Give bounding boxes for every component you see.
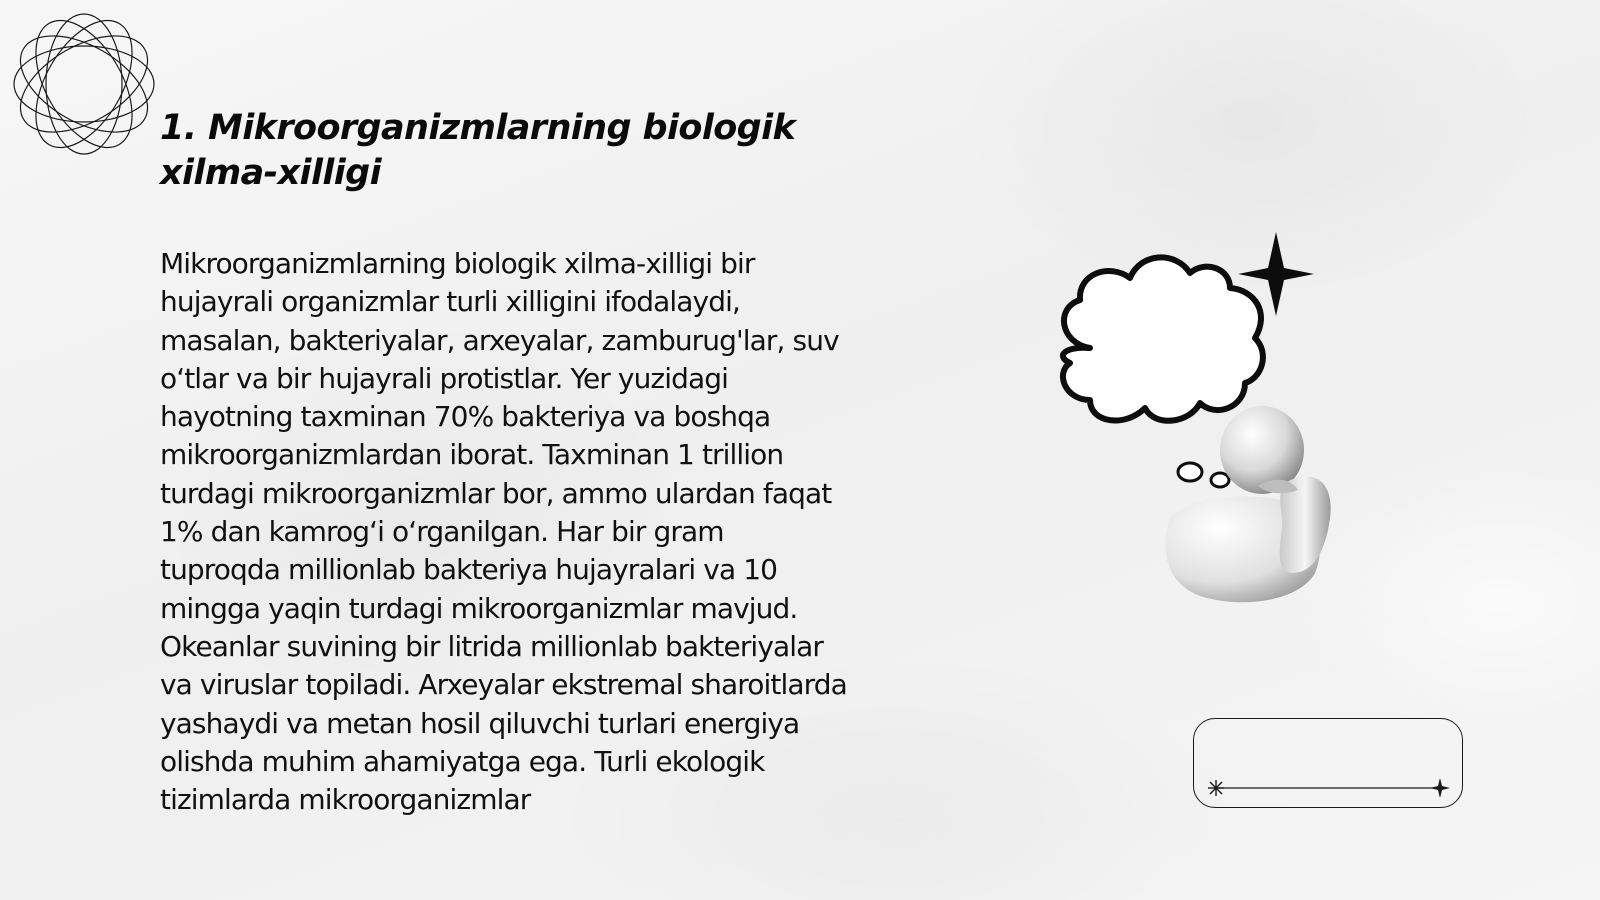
decorative-frame [1193, 718, 1463, 808]
slide-body-text: Mikroorganizmlarning biologik xilma-xilligi bir hujayrali organizmlar turli xilligini ifodalaydi, masalan, bakteriyalar, arxeyalar, zamburug'lar, suv o‘tlar va bir hujayrali protistlar. Yer yuzidagi hayotning taxminan 70% bakteriya va boshqa mikroorganizmlardan iborat. Taxminan 1 trillion turdagi mikroorganizmlar bor, ammo ulardan faqat 1% dan kamrog‘i o‘rganilgan. Har bir gram tuproqda millionlab bakteriya hujayralari va 10 mingga yaqin turdagi mikroorganizmlar mavjud. Okeanlar suvining bir litrida millionlab bakteriyalar va viruslar topiladi. Arxeyalar ekstremal sharoitlarda yashaydi va metan hosil qiluvchi turlari energiya olishda muhim ahamiyatga ega. Turli ekologik tizimlarda mikroorganizmlar [160, 247, 847, 817]
thinking-person-cloud-icon [1030, 228, 1350, 618]
frame-line-ornament [1194, 719, 1464, 809]
slide-title: 1. Mikroorganizmlarning biologik xilma-xilligi [160, 108, 796, 193]
orbit-rings-icon [10, 10, 158, 158]
starburst-icon [1208, 780, 1224, 796]
sparkle-icon [1430, 778, 1450, 798]
